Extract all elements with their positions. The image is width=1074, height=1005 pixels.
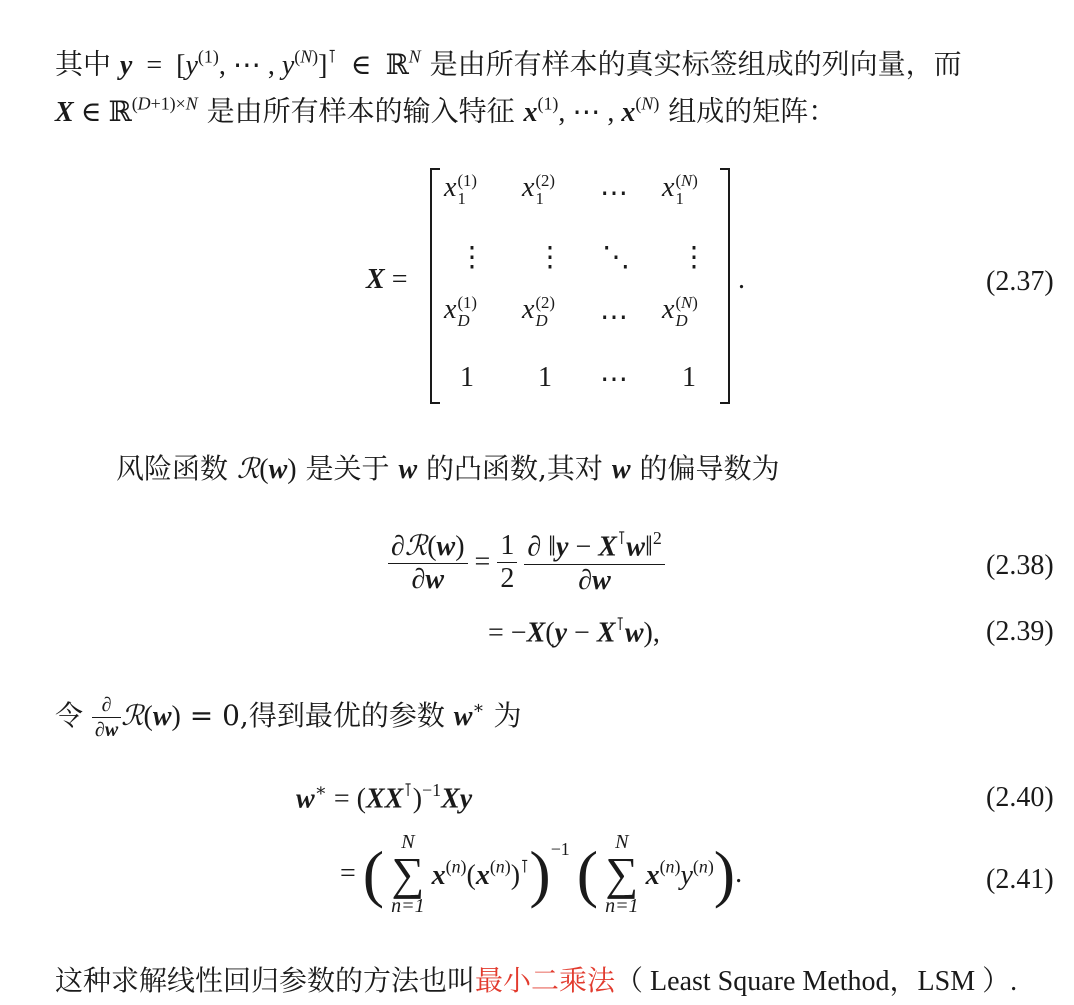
- matrix-cell: ⋮: [680, 242, 708, 273]
- matrix-cell: 1: [682, 362, 696, 393]
- eq237-lhs: X =: [366, 264, 408, 295]
- eq240-number: (2.40): [986, 782, 1054, 813]
- sum-symbol: N ∑ n=1: [605, 831, 639, 917]
- text-set-zero-c: 为: [493, 699, 522, 732]
- matrix-X: [430, 168, 730, 400]
- matrix-cell: x (1) 1: [444, 171, 478, 208]
- text-risk-c: 的凸函数,其对: [426, 452, 603, 485]
- eq239-number: (2.39): [986, 616, 1054, 647]
- eq238: $\frac{\text{∂ℛ(w)}}{\partial w}$ = $\frac{1}{2}$ $\frac{\partial ‖y - X^⊺w‖^2}{\partial w}$: [388, 528, 665, 597]
- frac-d-dw: $\frac{\partial}{\partial w}$: [92, 693, 121, 742]
- eq239: = −X(y − X⊺w),: [488, 614, 660, 649]
- text-risk-d: 的偏导数为: [639, 452, 780, 485]
- sum-symbol: N ∑ n=1: [391, 831, 425, 917]
- matrix-bracket-right: [720, 168, 730, 404]
- eq238-number: (2.38): [986, 550, 1054, 581]
- text-set-zero-b: = 0,得到最优的参数: [189, 699, 445, 732]
- matrix-cell: x (2) D: [522, 293, 556, 330]
- matrix-cell: x (N) 1: [662, 171, 698, 208]
- paragraph-line-2: [55, 93, 836, 129]
- matrix-cell: ⋯: [600, 364, 628, 395]
- matrix-bracket-left: [430, 168, 440, 404]
- paragraph-line-1: [55, 46, 962, 82]
- matrix-cell: ⋮: [458, 242, 486, 273]
- math-Rw: ℛ(w): [236, 454, 297, 485]
- eq237-period: .: [738, 264, 745, 295]
- matrix-cell: x (N) D: [662, 293, 698, 330]
- text-risk-b: 是关于: [305, 452, 390, 485]
- matrix-cell: x (2) 1: [522, 171, 556, 208]
- eq240: $w^∗ = (XX^⊺)^{-1}Xy$: [296, 780, 473, 815]
- math-w-star: w∗: [453, 697, 485, 732]
- matrix-cell: ⋯: [600, 178, 628, 209]
- matrix-cell: 1: [538, 362, 552, 393]
- math-X-def: X ∈ ℝ$^{(D+1)\times N}$: [55, 93, 198, 128]
- text-p1-prefix: 其中: [55, 47, 112, 81]
- matrix-cell: 1: [460, 362, 474, 393]
- math-w: w: [611, 454, 631, 485]
- risk-intro-line: [116, 452, 779, 487]
- text-last-a: 这种求解线性回归参数的方法也叫: [55, 964, 476, 997]
- matrix-cell: ⋱: [602, 242, 630, 273]
- eq241-number: (2.41): [986, 864, 1054, 895]
- text-p2-mid: 是由所有样本的输入特征: [206, 94, 515, 128]
- matrix-cell: ⋯: [600, 302, 628, 333]
- matrix-cell: ⋮: [536, 242, 564, 273]
- frac-dR-dw: $\frac{\text{∂ℛ(w)}}{\partial w}$: [388, 529, 468, 596]
- frac-half: $\frac{1}{2}$: [497, 530, 517, 595]
- math-w: w: [398, 454, 418, 485]
- frac-norm: $\frac{\partial ‖y - X^⊺w‖^2}{\partial w}$: [524, 528, 664, 597]
- text-last-b: （ Least Square Method，LSM ）.: [615, 966, 1018, 997]
- text-p2-end: 组成的矩阵：: [668, 94, 837, 128]
- text-p1-mid: 是由所有样本的真实标签组成的列向量，而: [429, 47, 962, 81]
- last-line: [55, 964, 1017, 999]
- set-zero-line: 令 $\frac{\partial}{\partial w}$ ℛ(w) = 0,得到最优的参数 w∗ 为: [55, 694, 522, 741]
- term-least-squares: 最小二乘法: [475, 964, 616, 997]
- text-risk-a: 风险函数: [116, 452, 229, 485]
- matrix-cell: x (1) D: [444, 293, 478, 330]
- eq241: = ( N ∑ n=1 $x^{(n)}(x^{(n)})^⊺)^{-1}$ ( N ∑ n=1 $x^{(n)}y^{(n)}$).: [340, 831, 743, 917]
- eq237-number: (2.37): [986, 266, 1054, 297]
- text-set-zero-a: 令: [55, 699, 84, 732]
- math-y-def: $y = [y^{(1)}$, ⋯ , $y^{(N)}]^⊺$ ∈ ℝ$^N$: [119, 46, 421, 81]
- math-x-features: $x^{(1)}$, ⋯ , $x^{(N)}$: [523, 93, 660, 128]
